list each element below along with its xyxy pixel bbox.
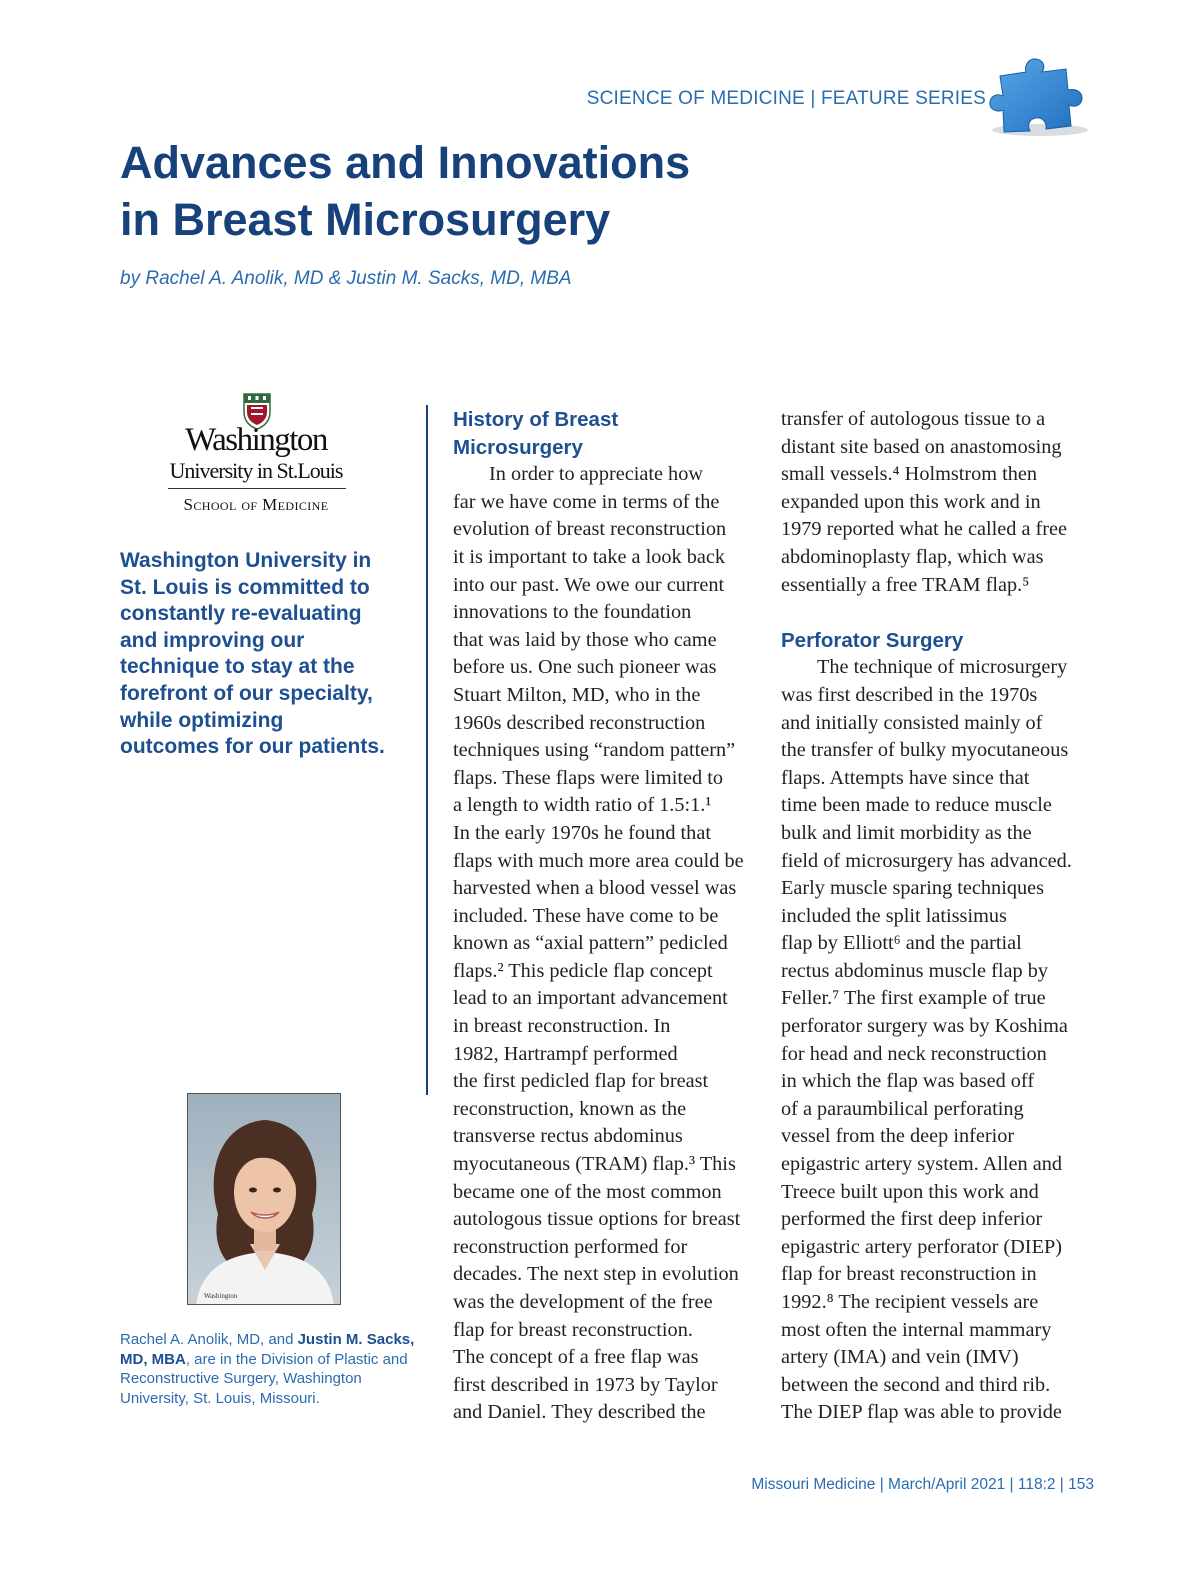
body-line: myocutaneous (TRAM) flap.³ This xyxy=(453,1153,736,1176)
body-line: epigastric artery system. Allen and xyxy=(781,1153,1063,1176)
body-line: 1979 reported what he called a free xyxy=(781,518,1068,541)
body-line: and Daniel. They described the xyxy=(453,1401,706,1424)
body-line: time been made to reduce muscle xyxy=(781,794,1052,817)
body-line: before us. One such pioneer was xyxy=(453,656,717,679)
body-line: The concept of a free flap was xyxy=(453,1346,699,1369)
column-divider xyxy=(426,405,428,1095)
body-line: flaps with much more area could be xyxy=(453,849,744,872)
body-line: flap for breast reconstruction. xyxy=(453,1318,693,1341)
body-line: into our past. We owe our current xyxy=(453,573,725,596)
body-line: was the development of the free xyxy=(453,1291,713,1313)
pull-quote xyxy=(120,548,410,761)
body-line: most often the internal mammary xyxy=(781,1318,1052,1341)
body-line: flap by Elliott⁶ and the partial xyxy=(781,932,1022,955)
body-line: perforator surgery was by Koshima xyxy=(781,1015,1068,1038)
body-line: became one of the most common xyxy=(453,1180,722,1203)
body-line: reconstruction, known as the xyxy=(453,1097,687,1120)
pull-quote-line: technique to stay at the xyxy=(120,655,355,679)
author-caption-part-3: , are in the Division of Plastic and Reconstructive Surgery, Washington University, St. Louis, Missouri. xyxy=(120,1350,408,1407)
logo-divider xyxy=(168,488,346,489)
body-line: included. These have come to be xyxy=(453,904,719,927)
body-line: first described in 1973 by Taylor xyxy=(453,1373,718,1396)
body-line: bulk and limit morbidity as the xyxy=(781,821,1032,844)
author-caption xyxy=(120,1330,416,1408)
body-line: far we have come in terms of the xyxy=(453,490,720,513)
body-line: 1960s described reconstruction xyxy=(453,711,706,734)
body-line: for head and neck reconstruction xyxy=(781,1042,1047,1065)
body-line: and initially consisted mainly of xyxy=(781,711,1043,734)
article-title-line-2: in Breast Microsurgery xyxy=(120,194,611,245)
body-line: The DIEP flap was able to provide xyxy=(781,1401,1062,1424)
author-caption-part-1: Rachel A. Anolik, MD, and xyxy=(120,1331,298,1348)
body-line: The technique of microsurgery xyxy=(817,656,1068,679)
body-line: it is important to take a look back xyxy=(453,545,726,568)
body-line: autologous tissue options for breast xyxy=(453,1208,741,1231)
body-line: that was laid by those who came xyxy=(453,628,717,651)
section-heading-perforator: Perforator Surgery xyxy=(781,628,964,652)
feature-series-label: SCIENCE OF MEDICINE | FEATURE SERIES xyxy=(586,88,986,109)
article-title xyxy=(120,134,880,248)
body-line: in which the flap was based off xyxy=(781,1070,1035,1093)
svg-text:Washington: Washington xyxy=(204,1292,238,1300)
body-line: rectus abdominus muscle flap by xyxy=(781,959,1048,982)
body-line: field of microsurgery has advanced. xyxy=(781,849,1072,872)
body-line: reconstruction performed for xyxy=(453,1235,688,1258)
body-line: included the split latissimus xyxy=(781,904,1007,927)
article-column-2 xyxy=(781,406,1091,1427)
body-line: evolution of breast reconstruction xyxy=(453,518,727,541)
pull-quote-line: forefront of our specialty, xyxy=(120,681,373,705)
body-line: known as “axial pattern” pedicled xyxy=(453,932,728,955)
body-line: distant site based on anastomosing xyxy=(781,435,1062,458)
body-line: Feller.⁷ The first example of true xyxy=(781,987,1046,1010)
body-line: epigastric artery perforator (DIEP) xyxy=(781,1235,1062,1258)
body-line: transfer of autologous tissue to a xyxy=(781,408,1046,430)
article-column-1 xyxy=(453,406,763,1427)
paragraph-gap xyxy=(781,599,1091,627)
logo-washington-text: Washington xyxy=(185,422,327,458)
byline: by Rachel A. Anolik, MD & Justin M. Sacks, MD, MBA xyxy=(120,268,572,289)
body-line: the transfer of bulky myocutaneous xyxy=(781,739,1069,762)
body-line: flaps. These flaps were limited to xyxy=(453,766,723,789)
body-line: the first pedicled flap for breast xyxy=(453,1070,709,1093)
body-line: essentially a free TRAM flap.⁵ xyxy=(781,573,1030,596)
pull-quote-line: and improving our xyxy=(120,628,305,652)
article-title-line-1: Advances and Innovations xyxy=(120,137,691,188)
body-line: Early muscle sparing techniques xyxy=(781,877,1045,900)
logo-university-text: University in St.Louis xyxy=(169,458,343,483)
pull-quote-line: while optimizing xyxy=(120,708,284,732)
section-heading-history: History of Breast xyxy=(453,408,619,431)
body-line: Stuart Milton, MD, who in the xyxy=(453,683,701,706)
body-line: expanded upon this work and in xyxy=(781,490,1041,513)
body-line: abdominoplasty flap, which was xyxy=(781,545,1044,568)
body-line: artery (IMA) and vein (IMV) xyxy=(781,1346,1019,1369)
pull-quote-line: constantly re-evaluating xyxy=(120,602,362,626)
washington-university-logo xyxy=(160,392,352,522)
body-line: performed the first deep inferior xyxy=(781,1208,1043,1231)
body-line: flap for breast reconstruction in xyxy=(781,1263,1037,1286)
body-line: was first described in the 1970s xyxy=(781,683,1038,706)
pull-quote-line: St. Louis is committed to xyxy=(120,575,370,599)
body-line: small vessels.⁴ Holmstrom then xyxy=(781,463,1038,486)
body-line: In the early 1970s he found that xyxy=(453,821,711,844)
body-line: between the second and third rib. xyxy=(781,1373,1051,1396)
body-line: flaps. Attempts have since that xyxy=(781,766,1030,789)
body-line: In order to appreciate how xyxy=(489,463,703,486)
body-line: in breast reconstruction. In xyxy=(453,1015,671,1038)
body-line: lead to an important advancement xyxy=(453,987,728,1010)
author-caption-name: Justin M. Sacks, MD, MBA xyxy=(120,1331,415,1368)
body-line: innovations to the foundation xyxy=(453,601,692,624)
pull-quote-line: outcomes for our patients. xyxy=(120,735,385,759)
logo-school-text: School of Medicine xyxy=(183,495,329,514)
body-line: a length to width ratio of 1.5:1.¹ xyxy=(453,794,712,817)
body-line: techniques using “random pattern” xyxy=(453,739,736,762)
body-line: of a paraumbilical perforating xyxy=(781,1097,1024,1120)
body-line: decades. The next step in evolution xyxy=(453,1263,739,1286)
body-line: 1982, Hartrampf performed xyxy=(453,1042,678,1065)
puzzle-piece-icon xyxy=(986,56,1090,138)
author-portrait-image xyxy=(188,1094,341,1305)
author-photo xyxy=(187,1093,341,1305)
body-line: flaps.² This pedicle flap concept xyxy=(453,959,713,982)
body-line: Treece built upon this work and xyxy=(781,1180,1039,1203)
body-line: transverse rectus abdominus xyxy=(453,1125,683,1148)
body-line: 1992.⁸ The recipient vessels are xyxy=(781,1291,1039,1313)
page-footer: Missouri Medicine | March/April 2021 | 118:2 | 153 xyxy=(751,1476,1094,1493)
body-line: harvested when a blood vessel was xyxy=(453,877,737,900)
body-line: vessel from the deep inferior xyxy=(781,1125,1015,1148)
section-heading-history-cont: Microsurgery xyxy=(453,435,583,459)
pull-quote-line: Washington University in xyxy=(120,549,372,572)
